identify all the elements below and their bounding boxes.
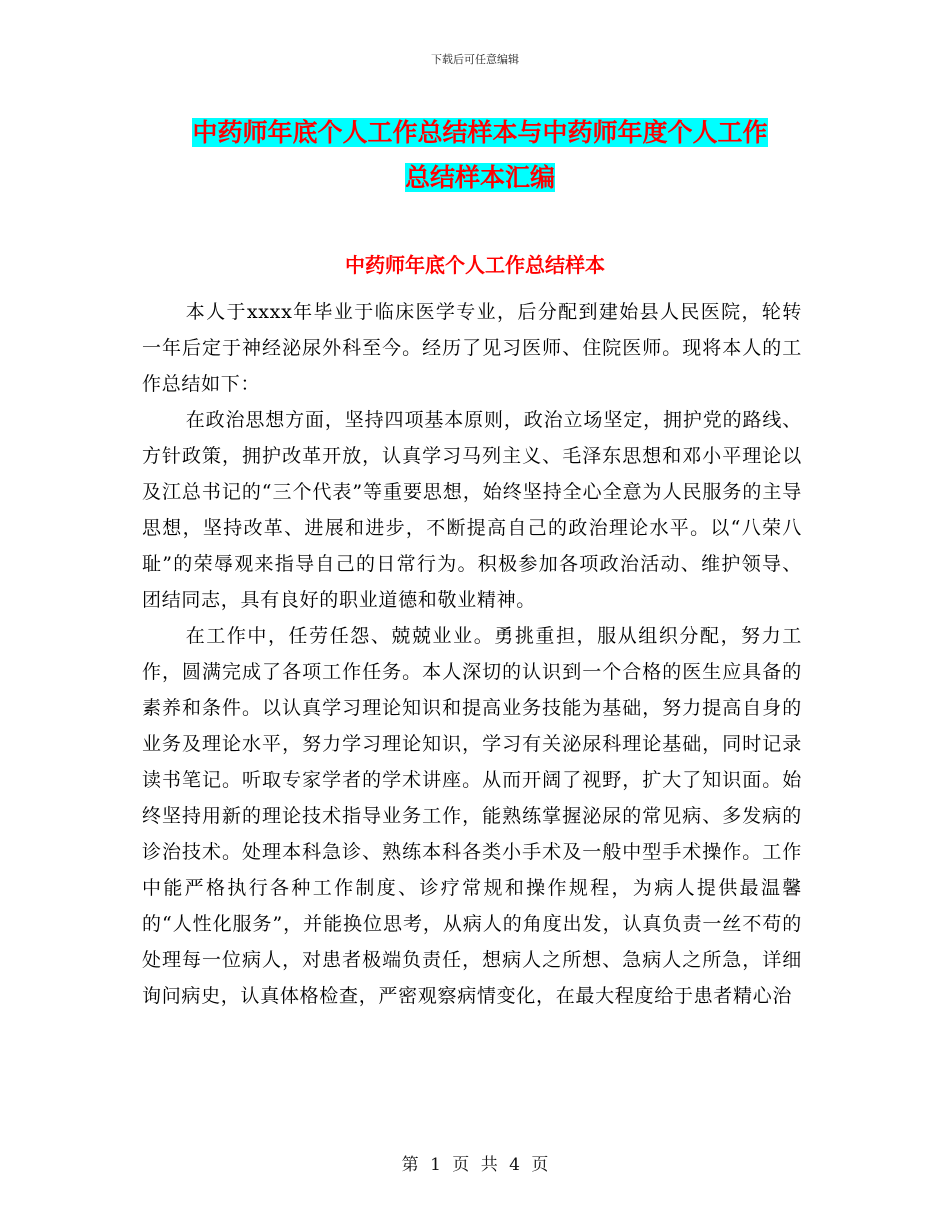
page-header: 下载后可任意编辑 <box>431 53 519 66</box>
document-title-line-2: 总结样本汇编 <box>404 163 555 192</box>
document-title-line-1: 中药师年底个人工作总结样本与中药师年度个人工作 <box>192 118 768 147</box>
page-footer: 第 1 页 共 4 页 <box>401 1155 549 1175</box>
document-body <box>142 294 802 1014</box>
body-paragraph: 在政治思想方面，坚持四项基本原则，政治立场坚定，拥护党的路线、方针政策，拥护改革开放，认真学习马列主义、毛泽东思想和邓小平理论以及江总书记的“三个代表”等重要思想，始终坚持全心全意为人民服务的主导思想，坚持改革、进展和进步，不断提高自己的政治理论水平。以“八荣八耻”的荣辱观来指导自己的日常行为。积极参加各项政治活动、维护领导、团结同志，具有良好的职业道德和敬业精神。 <box>142 409 802 611</box>
section-title: 中药师年底个人工作总结样本 <box>345 253 605 277</box>
body-paragraph: 在工作中，任劳任怨、兢兢业业。勇挑重担，服从组织分配，努力工作，圆满完成了各项工作任务。本人深切的认识到一个合格的医生应具备的素养和条件。以认真学习理论知识和提高业务技能为基础，努力提高自身的业务及理论水平，努力学习理论知识，学习有关泌尿科理论基础，同时记录读书笔记。听取专家学者的学术讲座。从而开阔了视野，扩大了知识面。始终坚持用新的理论技术指导业务工作，能熟练掌握泌尿的常见病、多发病的诊治技术。处理本科急诊、熟练本科各类小手术及一般中型手术操作。工作中能严格执行各种工作制度、诊疗常规和操作规程，为病人提供最温馨的“人性化服务”，并能换位思考，从病人的角度出发，认真负责一丝不苟的处理每一位病人，对患者极端负责任，想病人之所想、急病人之所急，详细询问病史，认真体格检查，严密观察病情变化，在最大程度给于患者精心治 <box>142 625 802 1007</box>
body-paragraph: 本人于xxxx年毕业于临床医学专业，后分配到建始县人民医院，轮转一年后定于神经泌尿外科至今。经历了见习医师、住院医师。现将本人的工作总结如下： <box>142 301 802 395</box>
document-title <box>120 110 840 200</box>
